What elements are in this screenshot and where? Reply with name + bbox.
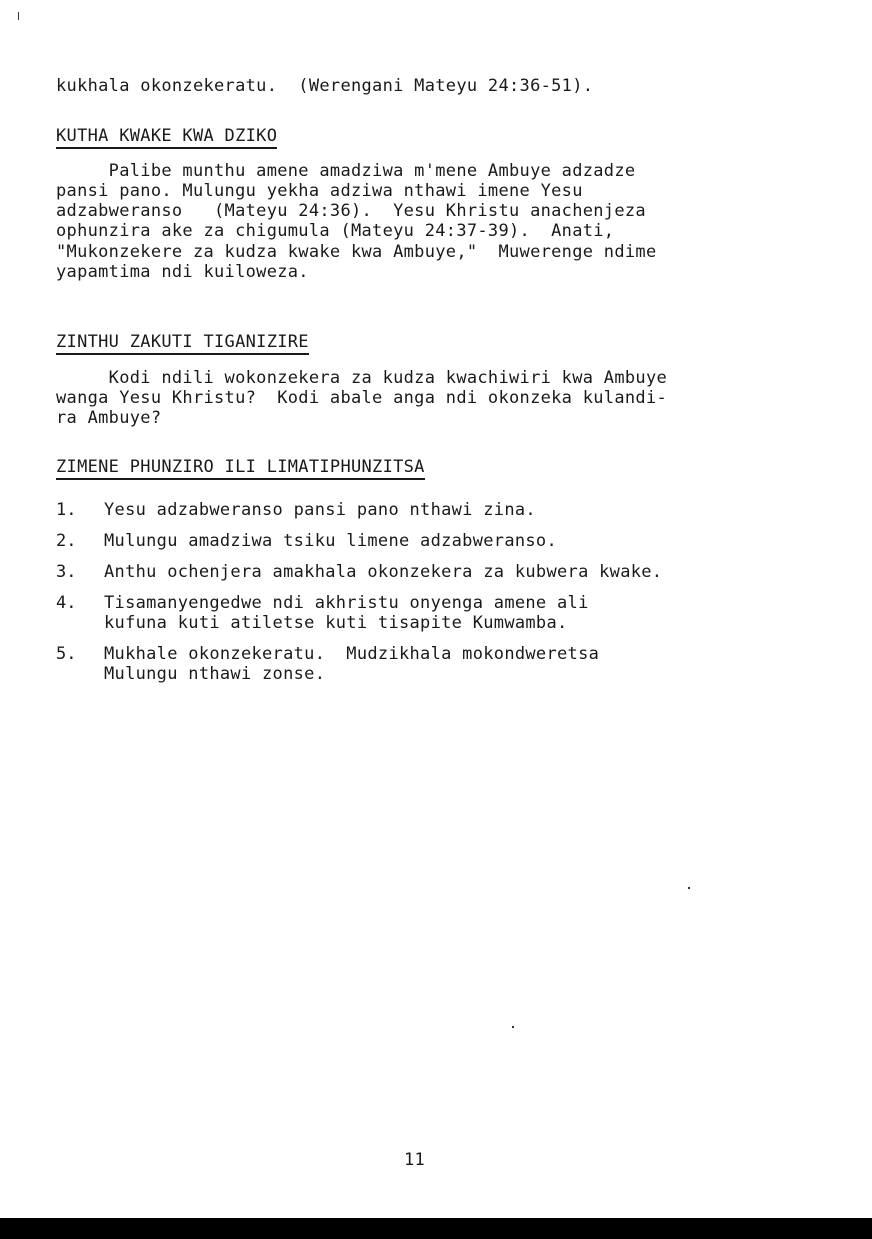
list-item-text: Tisamanyengedwe ndi akhristu onyenga amene ali: [104, 593, 589, 613]
intro-line: kukhala okonzekeratu. (Werengani Mateyu 24:36-51).: [56, 76, 594, 96]
scan-speck: [18, 12, 19, 20]
scan-speck: [512, 1026, 514, 1028]
list-item-text: Mulungu amadziwa tsiku limene adzabweranso.: [104, 531, 557, 551]
scan-border-bar: [0, 1218, 872, 1239]
list-item-text: Yesu adzabweranso pansi pano nthawi zina.: [104, 500, 536, 520]
paragraph-line: Kodi ndili wokonzekera za kudza kwachiwiri kwa Ambuye: [56, 368, 668, 388]
list-item-text: kufuna kuti atiletse kuti tisapite Kumwamba.: [104, 613, 568, 633]
section-heading-zinthu-zakuti: ZINTHU ZAKUTI TIGANIZIRE: [56, 332, 309, 355]
section-heading-zimene-phunziro: ZIMENE PHUNZIRO ILI LIMATIPHUNZITSA: [56, 457, 425, 480]
paragraph-line: "Mukonzekere za kudza kwake kwa Ambuye," Muwerenge ndime: [56, 242, 657, 262]
paragraph-line: pansi pano. Mulungu yekha adziwa nthawi imene Yesu: [56, 181, 583, 201]
paragraph-line: Palibe munthu amene amadziwa m'mene Ambuye adzadze: [56, 161, 636, 181]
list-item-text: Mulungu nthawi zonse.: [104, 664, 326, 684]
paragraph-line: yapamtima ndi kuiloweza.: [56, 262, 309, 282]
section-heading-kutha-kwake: KUTHA KWAKE KWA DZIKO: [56, 126, 277, 149]
list-item-number: 3.: [56, 562, 77, 582]
paragraph-line: ra Ambuye?: [56, 408, 162, 428]
paragraph-line: wanga Yesu Khristu? Kodi abale anga ndi okonzeka kulandi-: [56, 388, 668, 408]
list-item-number: 2.: [56, 531, 77, 551]
list-item-text: Anthu ochenjera amakhala okonzekera za kubwera kwake.: [104, 562, 663, 582]
list-item-number: 1.: [56, 500, 77, 520]
scan-speck: [688, 887, 690, 889]
list-item-number: 4.: [56, 593, 77, 613]
list-item-text: Mukhale okonzekeratu. Mudzikhala mokondweretsa: [104, 644, 600, 664]
page-number: 11: [404, 1150, 426, 1170]
paragraph-line: adzabweranso (Mateyu 24:36). Yesu Khristu anachenjeza: [56, 201, 646, 221]
paragraph-line: ophunzira ake za chigumula (Mateyu 24:37-39). Anati,: [56, 221, 615, 241]
list-item-number: 5.: [56, 644, 77, 664]
